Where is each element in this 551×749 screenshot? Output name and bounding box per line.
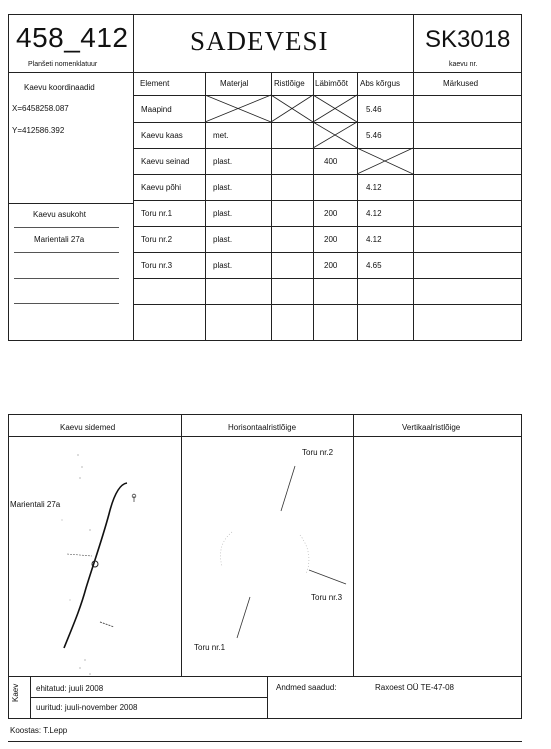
footer-row-line bbox=[30, 697, 267, 698]
location-label-underline bbox=[14, 227, 119, 228]
table-row-element: Toru nr.1 bbox=[141, 209, 173, 218]
location-label: Kaevu asukoht bbox=[33, 210, 86, 219]
table-row-height: 4.12 bbox=[366, 209, 382, 218]
data-source-label: Andmed saadud: bbox=[276, 683, 337, 692]
table-row-element: Maapind bbox=[141, 105, 172, 114]
surveyed-date: uuritud: juuli-november 2008 bbox=[36, 703, 138, 712]
table-row-material: plast. bbox=[213, 183, 233, 192]
table-header-line bbox=[133, 95, 522, 96]
coordinate-y: Y=412586.392 bbox=[12, 126, 65, 135]
col-divider-1 bbox=[205, 72, 206, 341]
row-line-1 bbox=[133, 122, 522, 123]
table-row-material: met. bbox=[213, 131, 229, 140]
table-row-material: plast. bbox=[213, 157, 233, 166]
well-id: SK3018 bbox=[425, 26, 511, 53]
col-header-element: Element bbox=[140, 79, 170, 88]
lower-divider-1 bbox=[181, 414, 182, 676]
table-row-material: plast. bbox=[213, 261, 233, 270]
sheet-number: 458_412 bbox=[16, 22, 129, 53]
bottom-line bbox=[8, 741, 522, 742]
table-row-height: 4.65 bbox=[366, 261, 382, 270]
data-source-value: Raxoest OÜ TE-47-08 bbox=[375, 683, 454, 692]
document-title: SADEVESI bbox=[190, 26, 329, 56]
location-address: Marientali 27a bbox=[34, 235, 85, 244]
author: Koostas: T.Lepp bbox=[10, 726, 68, 735]
row-line-6 bbox=[133, 252, 522, 253]
side-label-kaev: Kaev bbox=[11, 683, 20, 702]
table-row-height: 4.12 bbox=[366, 183, 382, 192]
location-divider bbox=[8, 203, 133, 204]
footer-top-line bbox=[8, 676, 522, 677]
col-header-notes: Märkused bbox=[443, 79, 479, 88]
table-row-element: Toru nr.2 bbox=[141, 235, 173, 244]
pipe-label-3: Toru nr.3 bbox=[311, 593, 343, 602]
pipe-label-1: Toru nr.1 bbox=[194, 643, 226, 652]
col-divider-3 bbox=[313, 72, 314, 341]
header-divider bbox=[8, 72, 522, 73]
col-divider-4 bbox=[357, 72, 358, 341]
table-row-height: 5.46 bbox=[366, 131, 382, 140]
coordinates-label: Kaevu koordinaadid bbox=[24, 83, 95, 92]
table-row-diameter: 200 bbox=[324, 261, 338, 270]
table-row-material: plast. bbox=[213, 235, 233, 244]
built-date: ehitatud: juuli 2008 bbox=[36, 684, 104, 693]
col-header-vertical: Vertikaalristlõige bbox=[402, 423, 461, 432]
header-left-divider bbox=[133, 14, 134, 341]
table-row-element: Kaevu seinad bbox=[141, 157, 190, 166]
table-row-material: plast. bbox=[213, 209, 233, 218]
table-row-diameter: 200 bbox=[324, 235, 338, 244]
row-line-8 bbox=[133, 304, 522, 305]
table-row-height: 4.12 bbox=[366, 235, 382, 244]
blank-underline-2 bbox=[14, 303, 119, 304]
blank-underline-1 bbox=[14, 278, 119, 279]
table-row-diameter: 400 bbox=[324, 157, 338, 166]
lower-header-line bbox=[8, 436, 522, 437]
col-divider-2 bbox=[271, 72, 272, 341]
table-row-element: Toru nr.3 bbox=[141, 261, 173, 270]
table-row-height: 5.46 bbox=[366, 105, 382, 114]
row-line-2 bbox=[133, 148, 522, 149]
lower-form bbox=[8, 414, 522, 719]
row-line-7 bbox=[133, 278, 522, 279]
table-row-element: Kaevu põhi bbox=[141, 183, 182, 192]
well-label: kaevu nr. bbox=[449, 61, 478, 68]
row-line-5 bbox=[133, 226, 522, 227]
header-right-divider bbox=[413, 14, 414, 341]
row-line-3 bbox=[133, 174, 522, 175]
pipe-label-2: Toru nr.2 bbox=[302, 448, 334, 457]
col-header-connections: Kaevu sidemed bbox=[60, 423, 116, 432]
col-header-horizontal: Horisontaalristlõige bbox=[228, 423, 297, 432]
coordinate-x: X=6458258.087 bbox=[12, 104, 69, 113]
col-header-height: Abs kõrgus bbox=[360, 79, 401, 88]
sheet-label: Planšeti nomenklatuur bbox=[28, 61, 98, 68]
table-row-diameter: 200 bbox=[324, 209, 338, 218]
col-header-diameter: Läbimõõt bbox=[315, 79, 348, 88]
lower-divider-2 bbox=[353, 414, 354, 676]
map-address-label: Marientali 27a bbox=[10, 500, 61, 509]
col-header-section: Ristlõige bbox=[274, 79, 305, 88]
col-header-material: Materjal bbox=[220, 79, 249, 88]
address-underline bbox=[14, 252, 119, 253]
row-line-4 bbox=[133, 200, 522, 201]
table-row-element: Kaevu kaas bbox=[141, 131, 183, 140]
footer-mid-divider bbox=[267, 676, 268, 719]
